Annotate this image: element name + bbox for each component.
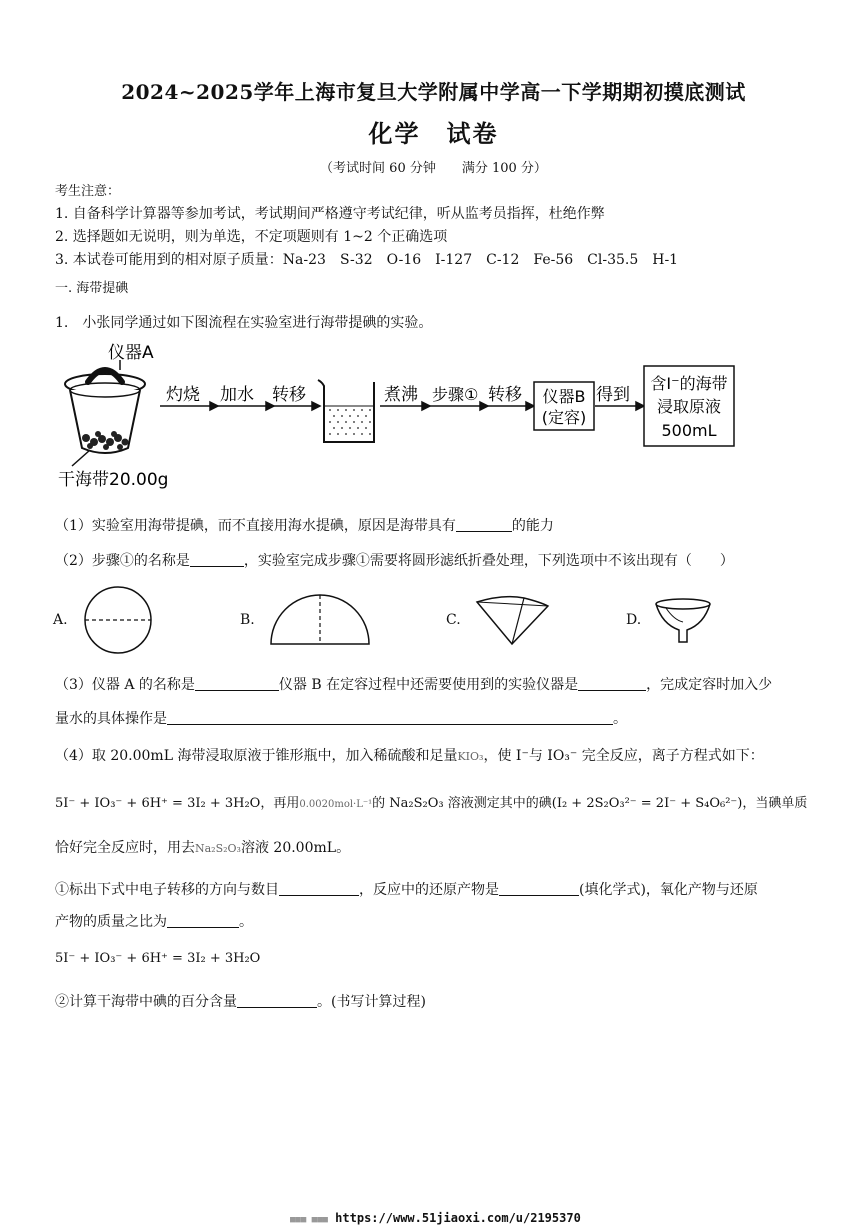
instrument-a-label: 仪器A	[108, 343, 154, 363]
question-text: ，反应中的还原产物是	[359, 882, 499, 898]
answer-blank[interactable]	[167, 913, 239, 928]
question-text: ，完成定容时加入少	[646, 677, 773, 693]
sample-label: 干海带20.00g	[58, 470, 169, 490]
sub-question-4-part1	[55, 879, 758, 899]
result-line: 含I⁻的海带	[650, 374, 728, 393]
question-text: (填化学式)，氧化产物与还原	[579, 882, 758, 898]
exam-subtitle: 化学 试卷	[368, 119, 499, 148]
option-a-circle-icon[interactable]	[82, 584, 154, 656]
sub-question-3-line2	[55, 708, 627, 728]
footer-link[interactable]: https://www.51jiaoxi.com/u/2195370	[335, 1211, 581, 1225]
chemical-equation: 5I⁻ + IO₃⁻ + 6H⁺ = 3I₂ + 3H₂O	[55, 951, 261, 966]
sub-question-3	[55, 674, 772, 694]
sub-question-4	[55, 745, 764, 765]
option-label: B.	[240, 612, 255, 628]
step-label: 煮沸	[384, 385, 418, 405]
question-text: ，再用	[260, 796, 300, 811]
question-text: 。	[239, 914, 253, 930]
option-label: D.	[626, 612, 642, 628]
step-label: 转移	[488, 385, 522, 405]
question-text: 的 Na₂S₂O₃ 溶液测定其中的碘(I₂ + 2S₂O₃²⁻ = 2I⁻ + S₄O₆²⁻)，当碘单质	[372, 796, 808, 811]
question-text: 恰好完全反应时，用去	[55, 840, 195, 856]
step-label: 得到	[596, 385, 630, 405]
notice-heading: 考生注意：	[55, 184, 121, 199]
answer-blank[interactable]	[167, 710, 613, 725]
beaker-icon	[318, 380, 374, 442]
sub-question-4-part2	[55, 991, 426, 1011]
result-line: 500mL	[661, 421, 717, 440]
option-d-funnel-icon[interactable]	[652, 596, 714, 646]
question-text: ，实验室完成步骤①需要将圆形滤纸折叠处理，下列选项中不该出现有（ ）	[243, 553, 734, 569]
flow-diagram	[50, 338, 750, 493]
question-stem: 1. 小张同学通过如下图流程在实验室进行海带提碘的实验。	[55, 315, 433, 331]
exam-title: 2024~2025学年上海市复旦大学附属中学高一下学期期初摸底测试	[121, 80, 746, 104]
sub-question-4-part1-line2	[55, 911, 253, 931]
sub-question-1	[55, 515, 554, 535]
question-text: （3）仪器 A 的名称是	[55, 677, 195, 693]
reagent-formula: Na₂S₂O₃	[195, 842, 241, 855]
answer-blank[interactable]	[190, 552, 244, 567]
step-label: 转移	[272, 385, 306, 405]
option-label: C.	[446, 612, 461, 628]
option-c-cone-icon[interactable]	[474, 590, 552, 648]
question-text: 的能力	[511, 518, 554, 534]
question-text: （2）步骤①的名称是	[55, 553, 190, 569]
question-text: 溶液 20.00mL。	[240, 840, 351, 856]
question-text: ①标出下式中电子转移的方向与数目	[55, 882, 279, 898]
concentration-value: 0.0020mol·L⁻¹	[299, 799, 373, 810]
notice-item: 3. 本试卷可能用到的相对原子质量：Na-23 S-32 O-16 I-127 C-12 Fe-56 Cl-35.5 H-1	[55, 252, 679, 268]
option-label: A.	[53, 612, 68, 628]
question-text: 。	[613, 711, 627, 727]
sub-question-2	[55, 550, 734, 570]
step-label: 加水	[220, 385, 254, 405]
question-text: 量水的具体操作是	[55, 711, 167, 727]
footer-watermark-icon: ■■■ ■■■	[290, 1215, 328, 1225]
step-label: 灼烧	[166, 385, 200, 405]
exam-info: （考试时间 60 分钟 满分 100 分）	[320, 161, 547, 176]
step-label: 步骤①	[432, 385, 479, 404]
answer-blank[interactable]	[279, 881, 359, 896]
answer-blank[interactable]	[499, 881, 579, 896]
reagent-formula: KIO₃	[457, 750, 484, 763]
sub-question-4-line3	[55, 837, 350, 857]
answer-blank[interactable]	[237, 993, 317, 1008]
notice-item: 1. 自备科学计算器等参加考试，考试期间严格遵守考试纪律，听从监考员指挥，杜绝作弊	[55, 206, 605, 222]
question-text: 仪器 B 在定容过程中还需要使用到的实验仪器是	[278, 677, 579, 693]
option-b-semicircle-icon[interactable]	[268, 590, 372, 648]
sub-question-4-line2	[55, 792, 807, 811]
answer-blank[interactable]	[195, 676, 279, 691]
section-heading: 一. 海带提碘	[55, 281, 129, 296]
question-text: ，使 I⁻与 IO₃⁻ 完全反应，离子方程式如下：	[483, 748, 764, 764]
answer-blank[interactable]	[578, 676, 646, 691]
notice-item: 2. 选择题如无说明，则为单选，不定项题则有 1~2 个正确选项	[55, 229, 448, 245]
crucible-icon	[65, 360, 145, 466]
chemical-equation: 5I⁻ + IO₃⁻ + 6H⁺ = 3I₂ + 3H₂O	[55, 796, 261, 811]
question-text: 产物的质量之比为	[55, 914, 167, 930]
instrument-b-label: 仪器B	[542, 387, 586, 406]
result-line: 浸取原液	[656, 397, 722, 416]
question-text: （4）取 20.00mL 海带浸取原液于锥形瓶中，加入稀硫酸和足量	[55, 748, 458, 764]
question-text: ②计算干海带中碘的百分含量	[55, 994, 237, 1010]
answer-blank[interactable]	[456, 517, 512, 532]
footer-url[interactable]	[290, 1211, 581, 1225]
question-text: 。(书写计算过程)	[317, 994, 426, 1010]
instrument-b-sublabel: (定容)	[541, 408, 587, 427]
question-text: （1）实验室用海带提碘，而不直接用海水提碘，原因是海带具有	[55, 518, 456, 534]
